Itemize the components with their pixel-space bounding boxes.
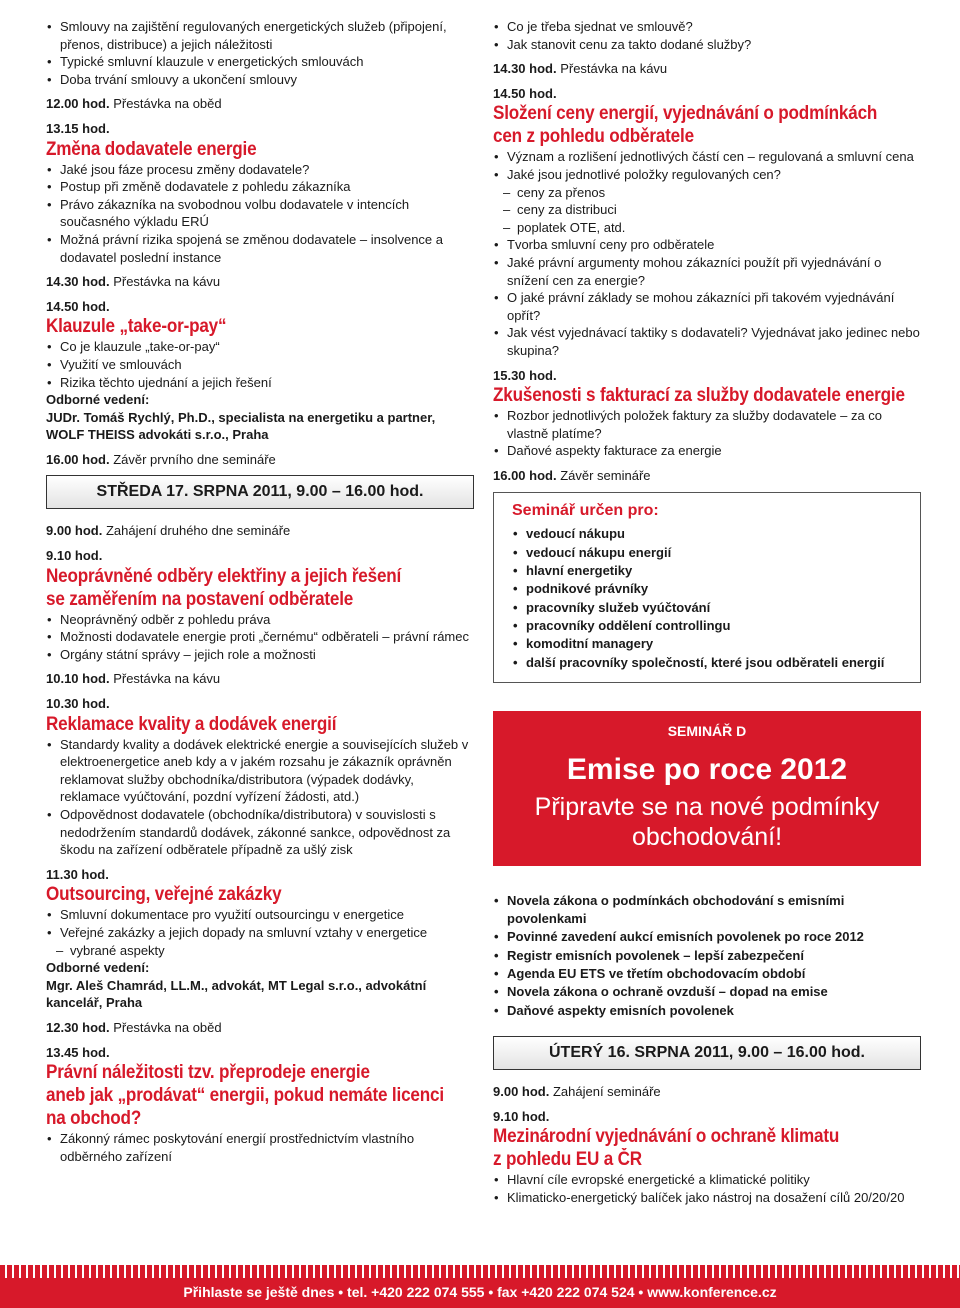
lecturer-label: Odborné vedení: — [46, 960, 150, 976]
list-item: • Využití ve smlouvách — [46, 356, 474, 374]
list-item: • Daňové aspekty fakturace za energie — [493, 442, 921, 460]
list-item: – vybrané aspekty — [46, 942, 474, 960]
footer-bar — [0, 1265, 960, 1308]
intro-list-block — [493, 18, 921, 53]
day-two-opening — [46, 522, 474, 540]
session-title: Mezinárodní vyjednávání o ochraně klimatu — [493, 1126, 840, 1148]
list-item: • Novela zákona o podmínkách obchodování s emisními povolenkami — [493, 892, 921, 929]
list-item: • Typické smluvní klauzule v energetických smlouvách — [46, 53, 474, 71]
session-items — [46, 906, 474, 941]
list-item: – ceny za distribuci — [493, 201, 921, 219]
session-items — [46, 611, 474, 664]
break-label: Závěr semináře — [560, 467, 651, 483]
session-outsourcing — [46, 866, 474, 1012]
session-items — [493, 236, 921, 359]
session-sub-items — [493, 184, 921, 237]
time-label: 9.10 hod. — [46, 548, 103, 564]
footer-stripe — [0, 1265, 960, 1278]
promo-subtitle: Připravte se na nové podmínky — [534, 792, 880, 821]
list-item: • Daňové aspekty emisních povolenek — [493, 1002, 921, 1020]
list-item: – ceny za přenos — [493, 184, 921, 202]
session-title: Zkušenosti s fakturací za služby dodavatele energie — [493, 385, 905, 407]
session-title: se zaměřením na postavení odběratele — [46, 588, 354, 610]
break-label: Přestávka na kávu — [560, 61, 668, 77]
session-title: Právní náležitosti tzv. přeprodeje energie — [46, 1062, 370, 1084]
list-item: • Hlavní cíle evropské energetické a klimatické politiky — [493, 1171, 921, 1189]
time-label: 9.10 hod. — [493, 1108, 550, 1124]
list-item: • Jaké jsou jednotlivé položky regulovaných cen? — [493, 166, 921, 184]
list-item: • Doba trvání smlouvy a ukončení smlouvy — [46, 71, 474, 89]
target-list — [512, 525, 904, 671]
time-label: 14.50 hod. — [493, 85, 557, 101]
time-label: 10.10 hod. — [46, 671, 110, 687]
time-label: 13.45 hod. — [46, 1044, 110, 1060]
target-title: Seminář určen pro: — [512, 502, 659, 520]
list-item: • Registr emisních povolenek – lepší zabezpečení — [493, 947, 921, 965]
time-label: 11.30 hod. — [46, 866, 109, 882]
list-item: • Jak stanovit cenu za takto dodané služby? — [493, 36, 921, 54]
break-lunch-1230 — [46, 1019, 474, 1037]
list-item: • Tvorba smluvní ceny pro odběratele — [493, 236, 921, 254]
time-label: 12.00 hod. — [46, 96, 110, 112]
promo-label: SEMINÁŘ D — [667, 722, 747, 739]
list-item: • Veřejné zakázky a jejich dopady na smluvní vztahy v energetice — [46, 924, 474, 942]
time-label: 10.30 hod. — [46, 696, 110, 712]
break-coffee-1430 — [493, 60, 921, 78]
list-item: • Jaké jsou fáze procesu změny dodavatele? — [46, 161, 474, 179]
break-label: Zahájení semináře — [552, 1083, 661, 1099]
list-item: • Možná právní rizika spojená se změnou dodavatele – insolvence a dodavatel poslední instance — [46, 231, 474, 266]
list-item: • pracovníky oddělení controllingu — [512, 617, 904, 635]
time-label: 14.50 hod. — [46, 298, 110, 314]
intro-list — [46, 18, 474, 88]
list-item: • Rizika těchto ujednání a jejich řešení — [46, 374, 474, 392]
list-item: • Agenda EU ETS ve třetím obchodovacím období — [493, 965, 921, 983]
list-item: • vedoucí nákupu — [512, 525, 904, 543]
session-climate-negotiations — [493, 1108, 921, 1207]
lecturer-label: Odborné vedení: — [46, 392, 150, 408]
session-title: Neoprávněné odběry elektřiny a jejich řešení — [46, 565, 402, 587]
time-label: 14.30 hod. — [493, 61, 557, 77]
time-label: 16.00 hod. — [493, 467, 557, 483]
time-label: 16.00 hod. — [46, 451, 110, 467]
list-item: • Smlouvy na zajištění regulovaných energetických služeb (připojení, přenos, distribuce) a jejich náležitosti — [46, 18, 474, 53]
session-title: z pohledu EU a ČR — [493, 1149, 642, 1171]
promo-title: Emise po roce 2012 — [566, 752, 848, 786]
session-title: cen z pohledu odběratele — [493, 126, 694, 148]
session-unauthorized-consumption — [46, 547, 474, 663]
seminar-opening — [493, 1083, 921, 1101]
list-item: • Co je třeba sjednat ve smlouvě? — [493, 18, 921, 36]
intro-list-block — [46, 18, 474, 88]
list-item: • Neoprávněný odběr z pohledu práva — [46, 611, 474, 629]
time-label: 15.30 hod. — [493, 367, 557, 383]
list-item: • komoditní managery — [512, 635, 904, 653]
seminar-d-banner — [493, 711, 921, 866]
list-item: • Klimaticko-energetický balíček jako nástroj na dosažení cílů 20/20/20 — [493, 1189, 921, 1207]
session-take-or-pay — [46, 298, 474, 444]
list-item: • Odpovědnost dodavatele (obchodníka/distributora) v souvislosti s nedodržením standardů dodávek, zákonné sankce, odpovědnost za škodu na zařízení odběratele případně za ušlý zisk — [46, 806, 474, 859]
session-items — [493, 148, 921, 183]
session-title: Reklamace kvality a dodávek energií — [46, 713, 337, 735]
break-coffee-1010 — [46, 670, 474, 688]
list-item: • Standardy kvality a dodávek elektrické energie a souvisejících služeb v elektroenergetice aneb kdy a v jakém rozsahu je zákazník oprávněn reklamovat služby obchodníka/distributora (výpadek dodávky, reklamace vyúčtování, pozdní vyřízení žádosti, atd.) — [46, 736, 474, 806]
right-column — [493, 18, 921, 1213]
session-title: aneb jak „prodávat“ energii, pokud nemáte licenci — [46, 1085, 444, 1107]
list-item: • Smluvní dokumentace pro využití outsourcingu v energetice — [46, 906, 474, 924]
list-item: • hlavní energetiky — [512, 562, 904, 580]
time-label: 14.30 hod. — [46, 274, 110, 290]
session-sub-items — [46, 942, 474, 960]
left-column — [46, 18, 474, 1172]
session-items — [493, 1171, 921, 1206]
day-two-band: STŘEDA 17. SRPNA 2011, 9.00 – 16.00 hod. — [46, 475, 474, 509]
promo-topic-list — [493, 892, 921, 1020]
break-coffee-1430 — [46, 273, 474, 291]
footer-contact[interactable]: Přihlaste se ještě dnes • tel. +420 222 074 555 • fax +420 222 074 524 • www.konference.cz — [183, 1284, 777, 1300]
list-item: • vedoucí nákupu energií — [512, 544, 904, 562]
time-label: 9.00 hod. — [46, 523, 103, 539]
time-label: 9.00 hod. — [493, 1083, 550, 1099]
target-audience-box — [493, 492, 921, 682]
list-item: • Možnosti dodavatele energie proti „černému“ odběrateli – právní rámec — [46, 628, 474, 646]
list-item: • Novela zákona o ochraně ovzduší – dopad na emise — [493, 983, 921, 1001]
session-items — [46, 736, 474, 859]
list-item: • Co je klauzule „take-or-pay“ — [46, 338, 474, 356]
list-item: • Postup při změně dodavatele z pohledu zákazníka — [46, 178, 474, 196]
list-item: • podnikové právníky — [512, 580, 904, 598]
break-label: Přestávka na kávu — [113, 274, 221, 290]
list-item: • další pracovníky společností, které jsou odběrateli energií — [512, 654, 904, 672]
lecturer-name: JUDr. Tomáš Rychlý, Ph.D., specialista na energetiku a partner, WOLF THEISS advokáti s.r.o., Praha — [46, 409, 436, 443]
session-quality-claims — [46, 695, 474, 859]
session-energy-resale — [46, 1044, 474, 1166]
lecturer-name: Mgr. Aleš Chamrád, LL.M., advokát, MT Legal s.r.o., advokátní kancelář, Praha — [46, 977, 427, 1011]
list-item: • O jaké právní základy se mohou zákazníci při takovém vyjednávání opřít? — [493, 289, 921, 324]
session-title: Outsourcing, veřejné zakázky — [46, 884, 282, 906]
day-band: ÚTERÝ 16. SRPNA 2011, 9.00 – 16.00 hod. — [493, 1036, 921, 1070]
session-items — [46, 338, 474, 391]
list-item: • Jak vést vyjednávací taktiky s dodavateli? Vyjednávat jako jedinec nebo skupina? — [493, 324, 921, 359]
session-invoicing — [493, 367, 921, 460]
break-label: Přestávka na oběd — [113, 1019, 222, 1035]
session-title: Složení ceny energií, vyjednávání o podmínkách — [493, 103, 878, 125]
break-label: Zahájení druhého dne semináře — [105, 523, 291, 539]
session-items — [46, 161, 474, 267]
session-change-supplier — [46, 120, 474, 266]
session-price-composition — [493, 85, 921, 360]
list-item: • Orgány státní správy – jejich role a možnosti — [46, 646, 474, 664]
list-item: • Jaké právní argumenty mohou zákazníci použít při vyjednávání o snížení cen za energie? — [493, 254, 921, 289]
seminar-end-1600 — [493, 467, 921, 485]
break-label: Přestávka na oběd — [113, 96, 222, 112]
time-label: 12.30 hod. — [46, 1019, 110, 1035]
session-items — [493, 407, 921, 460]
promo-subtitle: obchodování! — [631, 822, 783, 851]
time-label: 13.15 hod. — [46, 120, 110, 136]
break-label: Závěr prvního dne semináře — [113, 451, 276, 467]
session-items — [46, 1130, 474, 1165]
day-end-1600 — [46, 451, 474, 469]
list-item: • Právo zákazníka na svobodnou volbu dodavatele v intencích současného výkladu ERÚ — [46, 196, 474, 231]
session-title: Změna dodavatele energie — [46, 138, 257, 160]
break-label: Přestávka na kávu — [113, 671, 221, 687]
list-item: • Rozbor jednotlivých položek faktury za služby dodavatele – za co vlastně platíme? — [493, 407, 921, 442]
list-item: • Povinné zavedení aukcí emisních povolenek po roce 2012 — [493, 928, 921, 946]
list-item: – poplatek OTE, atd. — [493, 219, 921, 237]
list-item: • pracovníky služeb vyúčtování — [512, 599, 904, 617]
session-title: na obchod? — [46, 1108, 142, 1130]
intro-list — [493, 18, 921, 53]
session-title: Klauzule „take-or-pay“ — [46, 316, 227, 338]
break-lunch-1200 — [46, 95, 474, 113]
list-item: • Význam a rozlišení jednotlivých částí cen – regulovaná a smluvní cena — [493, 148, 921, 166]
list-item: • Zákonný rámec poskytování energií prostřednictvím vlastního odběrného zařízení — [46, 1130, 474, 1165]
